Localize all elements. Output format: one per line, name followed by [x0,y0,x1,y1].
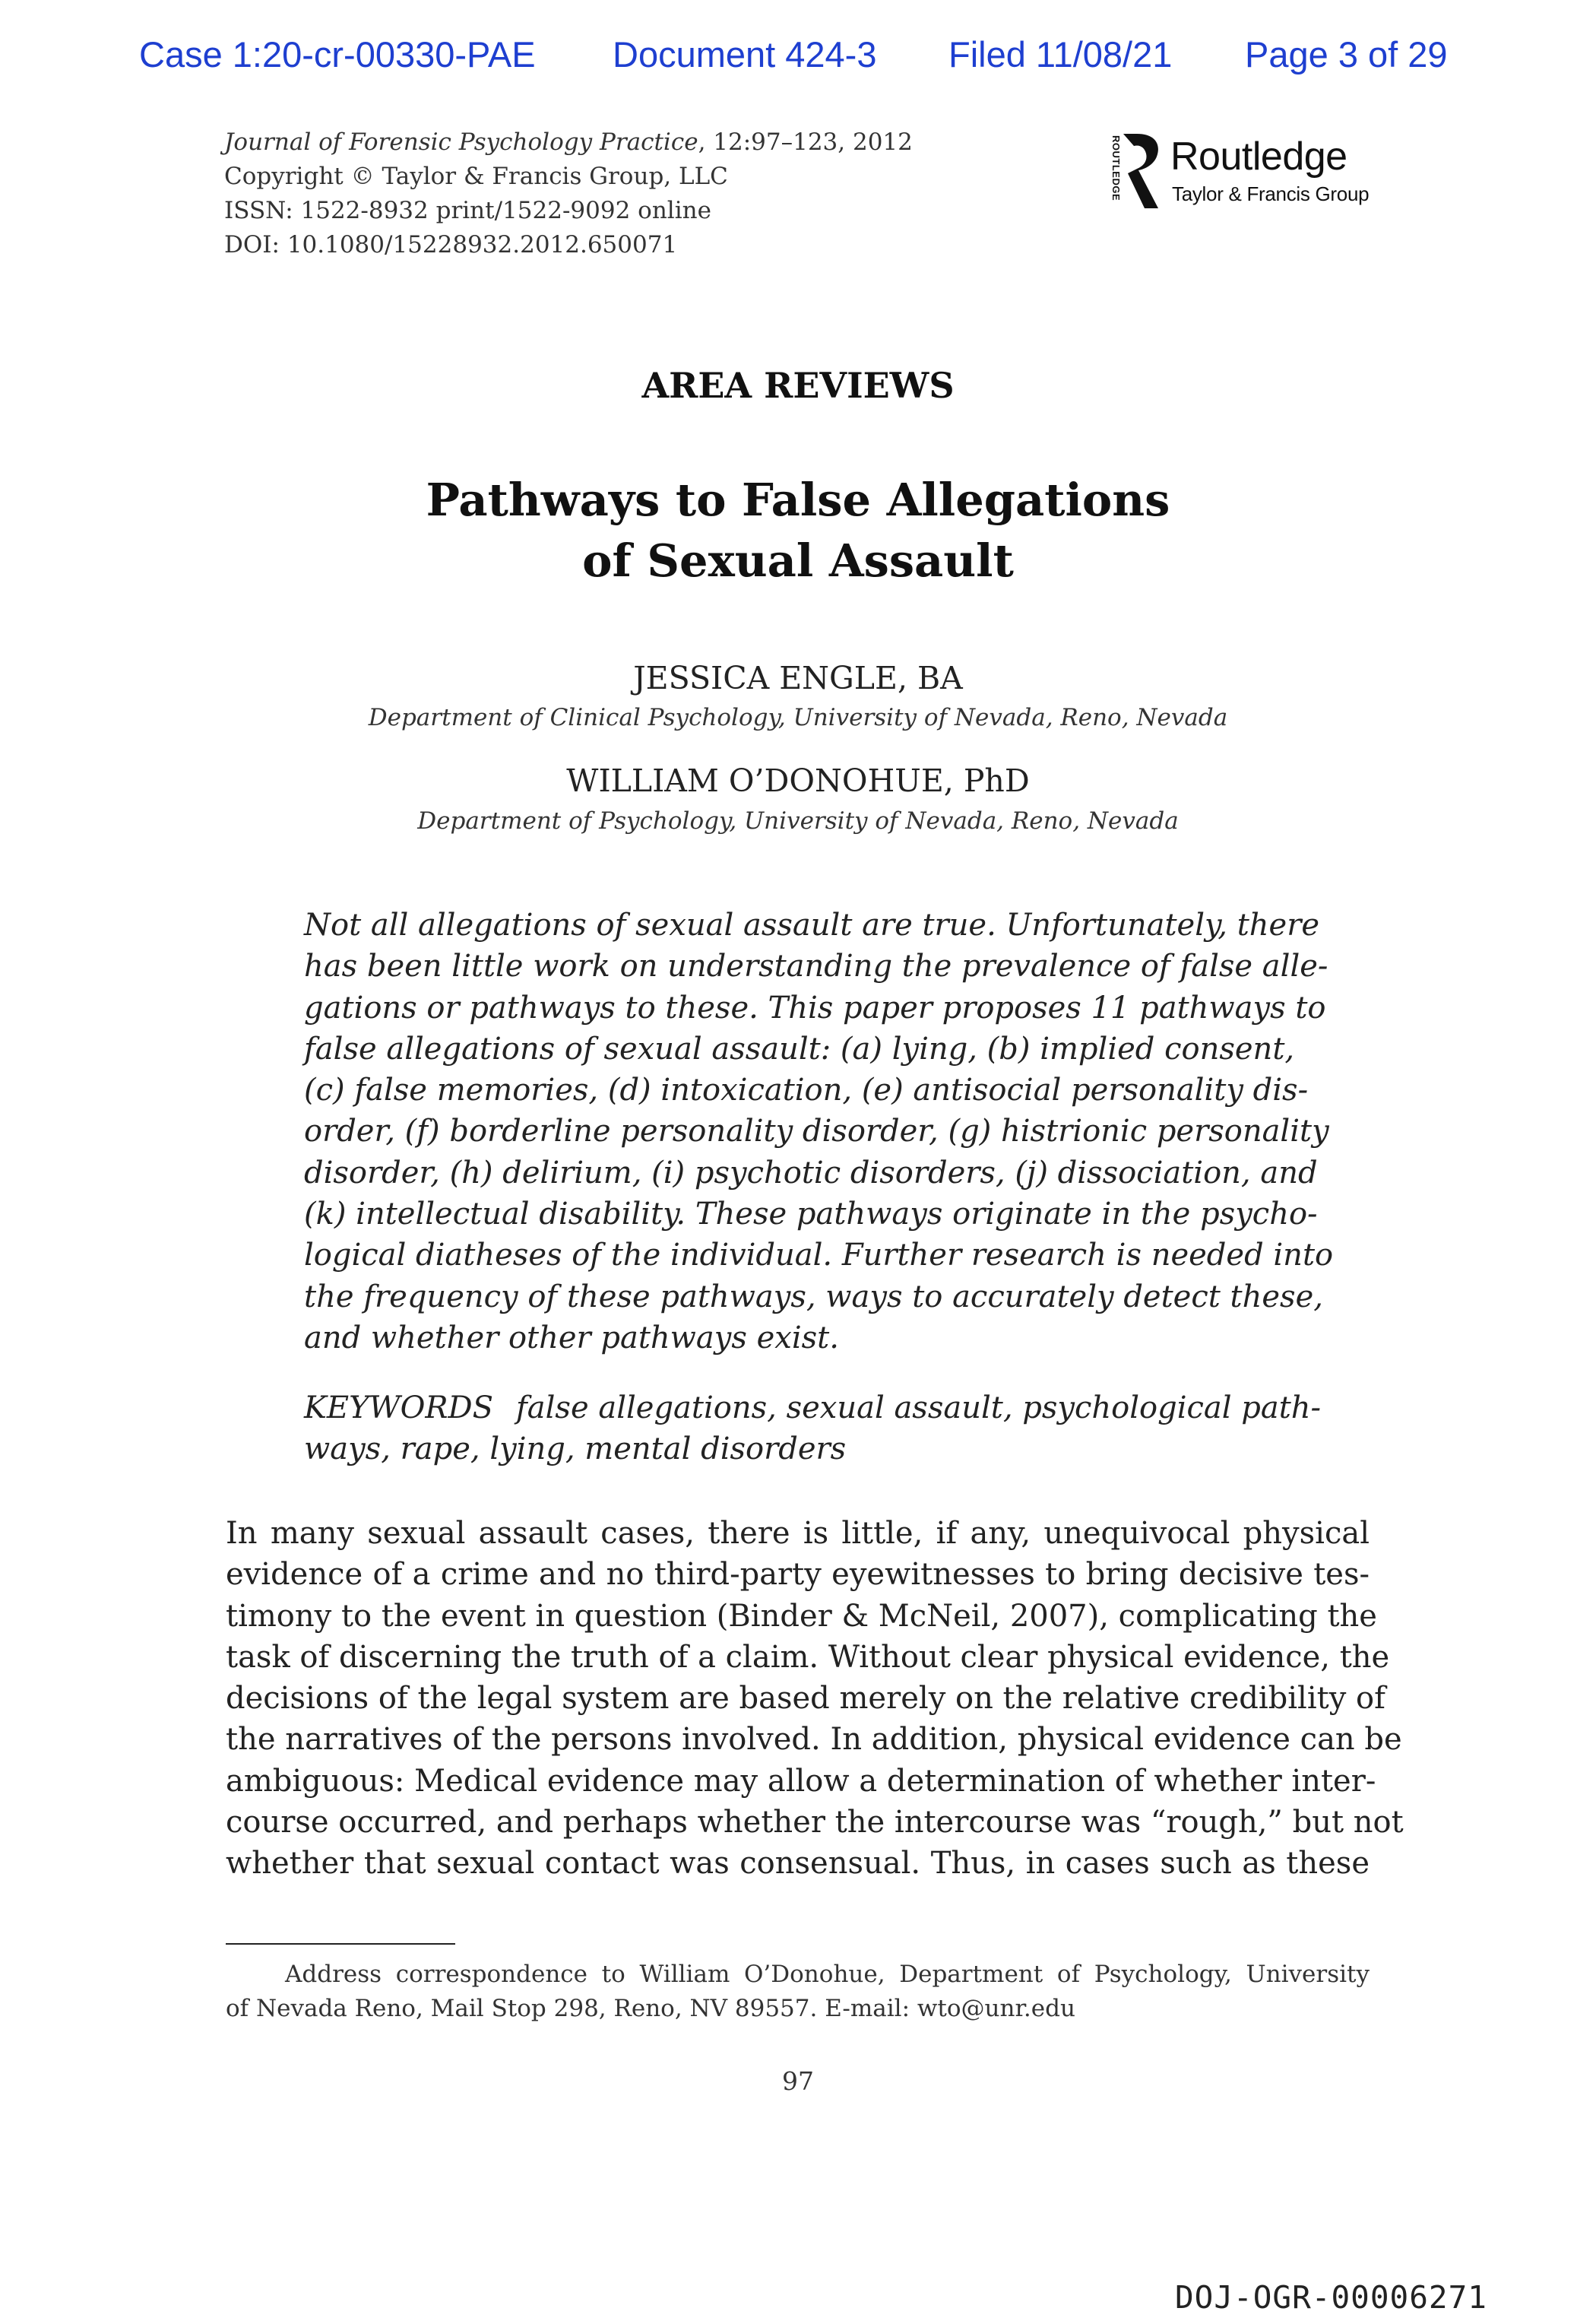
routledge-logo-icon [1102,129,1163,213]
abstract-line: false allegations of sexual assault: (a) lying, (b) implied consent, [304,1031,1295,1067]
title-line: Pathways to False Allegations [426,474,1170,526]
body-line: decisions of the legal system are based merely on the relative credibility of [226,1681,1385,1717]
document-number: Document 424-3 [613,34,877,75]
section-heading: AREA REVIEWS [641,365,955,406]
abstract-line: disorder, (h) delirium, (i) psychotic disorders, (j) dissociation, and [304,1155,1318,1191]
case-number: Case 1:20-cr-00330-PAE [139,34,536,75]
journal-volume: , 12:97–123, 2012 [698,128,913,156]
publisher-logo [1102,129,1383,213]
publisher-group: Taylor & Francis Group [1172,182,1370,205]
keywords [304,1387,1322,1470]
doi-line: DOI: 10.1080/15228932.2012.650071 [224,231,678,258]
journal-meta [224,125,946,262]
footnote-divider [226,1943,455,1945]
publisher-name: Routledge [1170,135,1347,179]
author-affiliation: Department of Clinical Psychology, University of Nevada, Reno, Nevada [368,704,1228,731]
body-line: ambiguous: Medical evidence may allow a determination of whether inter- [226,1763,1376,1799]
page-number: 97 [782,2066,814,2096]
journal-name: Journal of Forensic Psychology Practice [224,128,698,156]
keywords-line [304,1387,1322,1428]
keywords-text: false allegations, sexual assault, psychological path- [515,1390,1322,1425]
article-title [0,470,1596,591]
author-name: WILLIAM O’DONOHUE, PhD [566,763,1030,799]
court-filing-header [139,33,1461,82]
abstract-line: logical diatheses of the individual. Further research is needed into [304,1238,1334,1273]
footnote [226,1958,1370,2026]
author-name: JESSICA ENGLE, BA [633,660,963,696]
author-affiliation: Department of Psychology, University of Nevada, Reno, Nevada [417,807,1179,835]
copyright-line: Copyright © Taylor & Francis Group, LLC [224,163,728,190]
filed-date: Filed 11/08/21 [948,34,1173,75]
journal-citation [224,125,946,160]
bates-number: DOJ-OGR-00006271 [1175,2279,1487,2316]
abstract-line: Not all allegations of sexual assault are true. Unfortunately, there [304,908,1319,943]
footnote-line: of Nevada Reno, Mail Stop 298, Reno, NV 89557. E-mail: wto@unr.edu [226,1995,1075,2022]
abstract-line: gations or pathways to these. This paper proposes 11 pathways to [304,990,1326,1026]
abstract-line: the frequency of these pathways, ways to accurately detect these, [304,1279,1323,1314]
issn-line: ISSN: 1522-8932 print/1522-9092 online [224,197,711,224]
abstract [304,905,1334,1359]
body-line: timony to the event in question (Binder & McNeil, 2007), complicating the [226,1598,1377,1634]
logo-spine-text: ROUTLEDGE [1110,135,1122,201]
abstract-line: (k) intellectual disability. These pathways originate in the psycho- [304,1197,1318,1232]
abstract-line: (c) false memories, (d) intoxication, (e) antisocial personality dis- [304,1073,1309,1108]
body-line: task of discerning the truth of a claim. Without clear physical evidence, the [226,1639,1390,1675]
title-line: of Sexual Assault [582,534,1014,587]
page-count: Page 3 of 29 [1245,34,1448,75]
body-line: whether that sexual contact was consensual. Thus, in cases such as these [226,1846,1370,1882]
body-line: course occurred, and perhaps whether the intercourse was “rough,” but not [226,1805,1404,1840]
footnote-line: Address correspondence to William O’Donohue, Department of Psychology, University [285,1961,1370,1988]
body-line: In many sexual assault cases, there is little, if any, unequivocal physical [226,1516,1370,1551]
keywords-line: ways, rape, lying, mental disorders [304,1431,847,1467]
keywords-label: KEYWORDS [304,1390,493,1425]
body-text [226,1513,1404,1885]
body-line: evidence of a crime and no third-party eyewitnesses to bring decisive tes- [226,1557,1370,1593]
abstract-line: order, (f) borderline personality disorder, (g) histrionic personality [304,1114,1329,1149]
abstract-line: has been little work on understanding the prevalence of false alle- [304,949,1328,984]
abstract-line: and whether other pathways exist. [304,1320,839,1355]
body-line: the narratives of the persons involved. In addition, physical evidence can be [226,1722,1402,1758]
